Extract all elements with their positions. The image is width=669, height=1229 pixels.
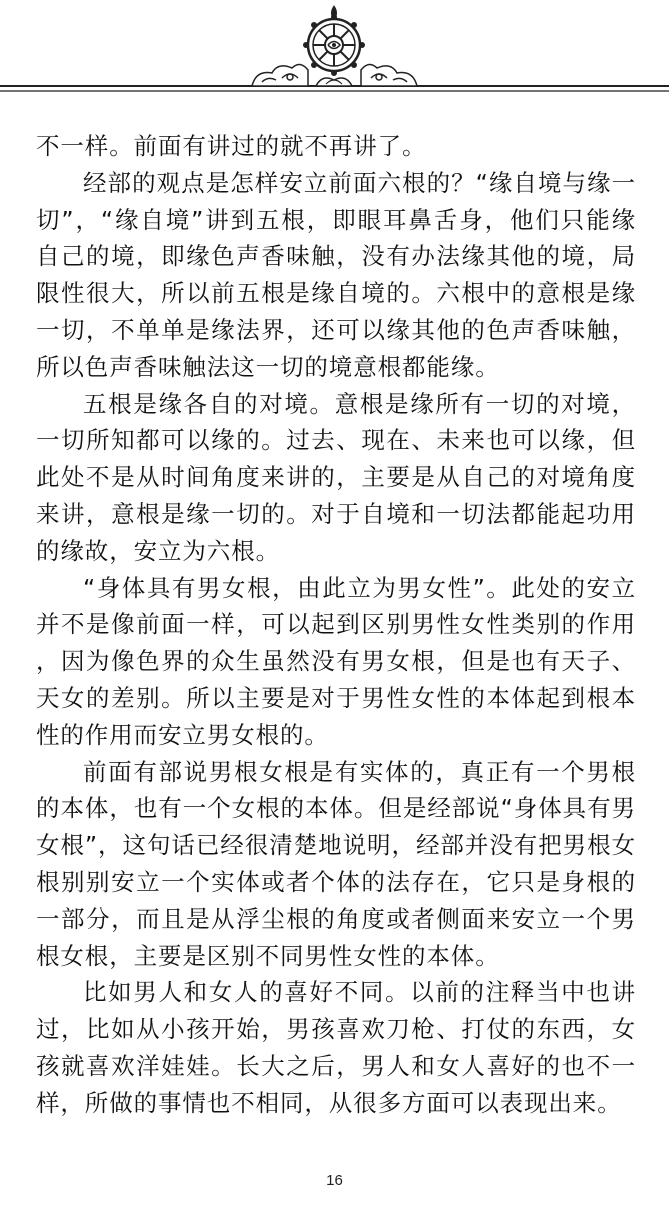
page-body: [36, 128, 636, 1122]
paragraph: 前面有部说男根女根是有实体的，真正有一个男根的本体，也有一个女根的本体。但是经部说“身体具有男女根”，这句话已经很清楚地说明，经部并没有把男根女根别别安立一个实体或者个体的法存在，它只是身根的一部分，而且是从浮尘根的角度或者侧面来安立一个男根女根，主要是区别不同男性女性的本体。: [36, 757, 636, 970]
paragraph: 经部的观点是怎样安立前面六根的？“缘自境与缘一切”，“缘自境”讲到五根，即眼耳鼻舌身，他们只能缘自己的境，即缘色声香味触，没有办法缘其他的境，局限性很大，所以前五根是缘自境的。六根中的意根是缘一切，不单单是缘法界，还可以缘其他的色声香味触，所以色声香味触法这一切的境意根都能缘。: [36, 168, 636, 381]
cloud-ornament-left-icon: [252, 64, 308, 86]
paragraph: 比如男人和女人的喜好不同。以前的注释当中也讲过，比如从小孩开始，男孩喜欢刀枪、打仗的东西，女孩就喜欢洋娃娃。长大之后，男人和女人喜好的也不一样，所做的事情也不相同，从很多方面可以表现出来。: [36, 978, 636, 1117]
page-header: [0, 0, 669, 115]
cloud-ornament-right-icon: [361, 64, 417, 86]
paragraph: “身体具有男女根，由此立为男女性”。此处的安立并不是像前面一样，可以起到区别男性女性类别的作用，因为像色界的众生虽然没有男女根，但是也有天子、天女的差别。所以主要是对于男性女性的本体起到根本性的作用而安立男女根的。: [36, 573, 636, 749]
paragraph: 五根是缘各自的对境。意根是缘所有一切的对境，一切所知都可以缘的。过去、现在、未来也可以缘，但此处不是从时间角度来讲的，主要是从自己的对境角度来讲，意根是缘一切的。对于自境和一切法都能起功用的缘故，安立为六根。: [36, 389, 636, 565]
paragraph-continuation: 不一样。前面有讲过的就不再讲了。: [36, 132, 427, 160]
page-number: 16: [326, 1172, 343, 1189]
dharma-wheel-icon: [303, 6, 365, 86]
